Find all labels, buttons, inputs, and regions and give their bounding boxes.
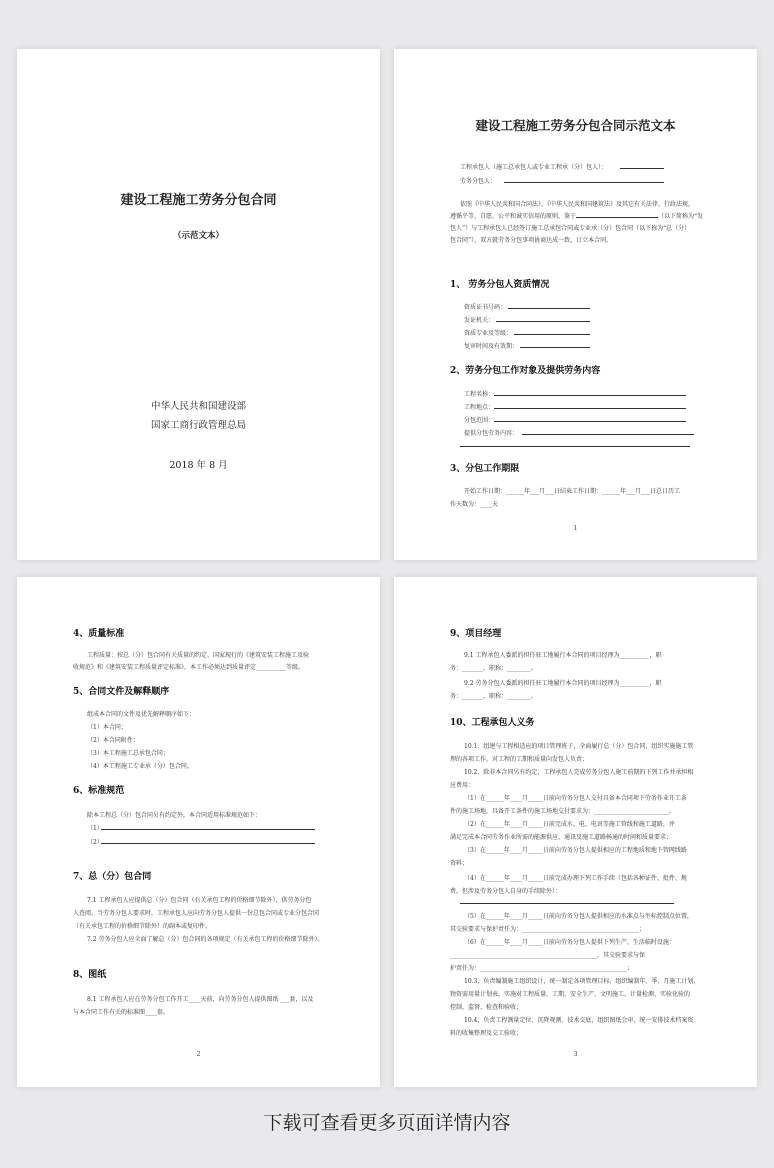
period-line-1: 开始工作日期：______年___月___日结束工作日期：______年___月___日总日历工: [464, 488, 681, 495]
duty-line-3: 10.2、除非本合同另有约定，工程承包人完成劳务分包人施工前期的下列工作并承担相: [464, 769, 694, 776]
section-1-heading: 1、 劳务分包人资质情况: [450, 280, 550, 290]
qual-issuer-line: [496, 315, 590, 322]
section-3-heading: 3、分包工作期限: [450, 464, 520, 474]
duty-line-7: （2）在______年____月_____日前完成水、电、电讯等施工管线和施工道路，并: [464, 821, 675, 828]
cover-dept-1: 中华人民共和国建设部: [150, 401, 246, 412]
docs-line-1: （1）本合同；: [87, 724, 127, 731]
project-site-line: [494, 402, 686, 409]
duty-line-15: （6）在______年____月_____日前向劳务分包人提供下列生产、生活临时设施：: [464, 939, 675, 946]
section-2-heading: 2、劳务分包工作对象及提供劳务内容: [450, 366, 601, 376]
pm-line-3: 9.2 劳务分包人委派的担任驻工地履行本合同的项目经理为__________，职: [464, 680, 662, 687]
duty-line-18: 10.3、负责编制施工组织设计，统一制定各项管理目标，组织编制年、季、月施工计划、: [464, 978, 700, 985]
standards-blank-2: [101, 837, 315, 844]
duty-line-16: _________________________________________________，其交验要求与保: [450, 952, 646, 959]
contract-line-2: 人查阅。当劳务分包人要求时，工程承包人应向劳务分包人提供一份总包合同或专业分包合同: [73, 910, 320, 917]
quality-line-1: 工程质量：按总（分）包合同有关质量的约定、国家现行的《建筑安装工程施工及验: [87, 652, 310, 659]
party-a-line: [620, 162, 664, 169]
standards-line-1: （1）: [87, 825, 103, 832]
cover-page: [17, 49, 380, 560]
duty-line-8: 满足完成本合同劳务作业所需的能源供应、通讯及施工道路畅通的时间和质量要求；: [450, 834, 673, 841]
qual-issuer-label: 发证机关：: [464, 317, 495, 324]
docs-line-4: （4）本工程施工专业承（分）包合同。: [87, 763, 193, 770]
duty-line-10: 资料；: [450, 860, 469, 867]
duty-line-11: （4）在______年____月_____日前完成办理下列工作手续（包括各种证件、批件、规: [464, 875, 687, 882]
cover-date: 2018 年 8 月: [169, 460, 228, 471]
party-b-line: [504, 176, 664, 183]
section-6-heading: 6、标准规范: [73, 786, 125, 796]
labor-content-line: [522, 428, 694, 435]
qual-level-line: [514, 328, 590, 335]
cover-dept-2: 国家工商行政管理总局: [150, 420, 246, 431]
page-number: 1: [573, 525, 578, 532]
drawings-line-1: 8.1 工程承包人应在劳务分包工作开工____天前，向劳务分包人提供图纸 ___套，以及: [87, 996, 314, 1003]
party-b-label: 劳务分包人：: [460, 178, 497, 185]
pm-line-1: 9.1 工程承包人委派的担任驻工地履行本合同的项目经理为__________，职: [464, 652, 662, 659]
scope-label: 分包范围：: [464, 417, 495, 424]
qual-level-label: 资质专业及等级：: [464, 330, 513, 337]
quality-line-2: 收规范》和《建筑安装工程质量评定标准》，本工作必须达到质量评定__________等级。: [73, 664, 305, 671]
section-5-heading: 5、合同文件及解释顺序: [73, 687, 170, 697]
pm-line-2: 务：_______，职称：________。: [450, 665, 538, 672]
qual-cert-line: [508, 302, 590, 309]
duty-line-9: （3）在______年____月_____日前向劳务分包人提供相应的工程地质和地下管网线路: [464, 847, 687, 854]
qual-review-line: [520, 341, 590, 348]
standards-blank-1: [101, 823, 315, 830]
docs-line-3: （3）本工程施工总承包合同；: [87, 750, 169, 757]
duty-line-1: 10.1、组建与工程相适应的项目管理班子，全面履行总（分）包合同，组织实施施工管: [464, 743, 694, 750]
page-number: 2: [196, 1051, 201, 1058]
intro-line-2: 遵循平等、自愿、公平和诚实信用的原则，鉴于 （以下简称为“发: [450, 213, 704, 220]
scope-line: [494, 415, 686, 422]
duty-line-12: 费，但涉及劳务分包人自身的手续除外）：: [450, 888, 562, 895]
permits-blank: [460, 897, 674, 904]
qual-cert-label: 资质证书号码：: [464, 304, 507, 311]
drawings-line-2: 与本合同工作有关的标准图____套。: [73, 1009, 170, 1016]
duty-line-6: 件的施工场地，具备开工条件的施工场地交付要求为：_________________________。: [450, 808, 676, 815]
duty-line-2: 理的各项工作，对工程的工期和质量向发包人负责；: [450, 756, 589, 763]
contract-line-3: （有关承包工程的价格细节除外）的副本或复印件。: [73, 923, 212, 930]
intro-line-4: 包合同”），双方就劳务分包事项协商达成一致，订立本合同。: [450, 237, 613, 244]
duty-line-4: 应费用：: [450, 782, 475, 789]
duty-line-17: 护责任为：_________________________________________________；: [450, 965, 634, 972]
page-number: 3: [573, 1051, 578, 1058]
duty-line-19: 物资需用量计划表，实施对工程质量、工期、安全生产、文明施工、计量检测、实验化验的: [450, 991, 691, 998]
pm-line-4: 务：_______，职称：________。: [450, 693, 538, 700]
duty-line-20: 控制、监督、检查和验收；: [450, 1004, 523, 1011]
project-site-label: 工程地点：: [464, 404, 495, 411]
duty-line-13: （5）在______年____月_____日前向劳务分包人提供相应的水准点与坐标控制点位置，: [464, 913, 693, 920]
labor-content-line-2: [460, 440, 690, 447]
contract-line-4: 7.2 劳务分包人应全面了解总（分）包合同的各项规定（有关承包工程的价格细节除外）。: [87, 936, 324, 943]
duty-line-21: 10.4、负责工程测量定位、沉降观测、技术交底，组织图纸会审，统一安排技术档案资: [464, 1017, 694, 1024]
cover-title: 建设工程施工劳务分包合同: [120, 193, 277, 208]
docs-line-0: 组成本合同的文件及优先解释顺序如下：: [87, 711, 196, 718]
labor-content-label: 提供分包劳务内容：: [464, 430, 519, 437]
contract-page-2: [17, 577, 380, 1087]
page-title: 建设工程施工劳务分包合同示范文本: [475, 118, 676, 133]
contract-page-1: [394, 49, 757, 560]
contract-page-3: [394, 577, 757, 1087]
section-7-heading: 7、总（分）包合同: [73, 872, 152, 882]
download-caption: 下载可查看更多页面详情内容: [263, 1112, 511, 1134]
intro-line-3: 包人”）与工程承包人已经签订施工总承包合同或专业承（分）包合同（以下称为“总（分）: [450, 225, 691, 232]
qual-review-label: 复审时间及有效期：: [464, 343, 519, 350]
section-10-heading: 10、工程承包人义务: [450, 718, 535, 728]
project-name-line: [494, 389, 686, 396]
project-name-label: 工程名称：: [464, 391, 495, 398]
cover-subtitle: （示范文本）: [172, 231, 224, 241]
duty-line-5: （1）在______年____月_____日前向劳务分包人交付具备本合同项下劳务作业开工条: [464, 795, 687, 802]
party-a-label: 工程承包人（施工总承包人或专业工程承（分）包人）：: [460, 164, 608, 171]
section-4-heading: 4、质量标准: [73, 629, 125, 639]
period-line-2: 作天数为：____天: [450, 501, 499, 508]
docs-line-2: （2）本合同附件；: [87, 737, 139, 744]
standards-line-0: 除本工程总（分）包合同另有约定外，本合同适用标准规范如下：: [87, 812, 262, 819]
duty-line-22: 料的收集整理及交工验收；: [450, 1030, 523, 1037]
section-8-heading: 8、图纸: [73, 970, 107, 980]
standards-line-2: （2）: [87, 839, 103, 846]
intro-line-1: 依照《中华人民共和国合同法》、《中华人民共和国建筑法》及其它有关法律、行政法规，: [460, 201, 695, 208]
contract-line-1: 7.1 工程承包人应提供总（分）包合同（有关承包工程的价格细节除外），供劳务分包: [87, 897, 312, 904]
duty-line-14: 其交验要求与保护责任为：_______________________________________；: [450, 926, 646, 933]
section-9-heading: 9、项目经理: [450, 629, 502, 639]
